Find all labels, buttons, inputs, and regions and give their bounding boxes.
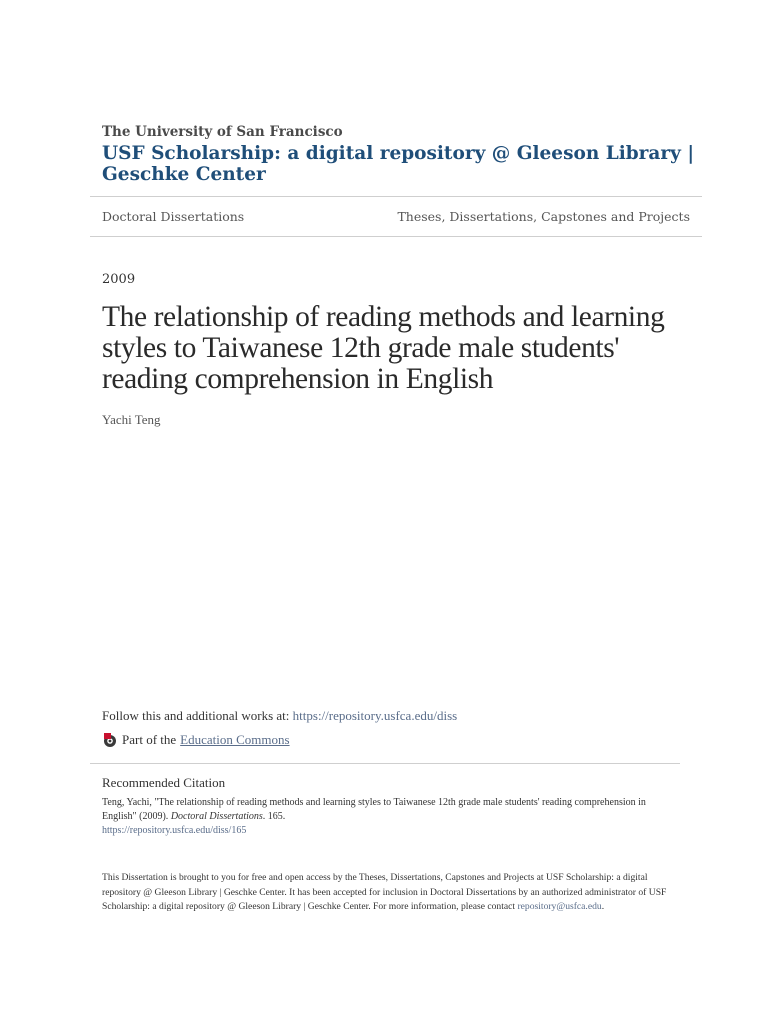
document-title: The relationship of reading methods and learning styles to Taiwanese 12th grade male students' reading comprehension in English <box>102 301 665 395</box>
parent-collection-link[interactable]: Theses, Dissertations, Capstones and Projects <box>397 209 690 224</box>
repository-name[interactable]: USF Scholarship: a digital repository @ Gleeson Library | Geschke Center <box>102 143 695 185</box>
citation-text <box>102 796 682 838</box>
footer-end: . <box>601 901 605 912</box>
divider-nav <box>90 236 702 237</box>
citation-series: Doctoral Dissertations <box>170 811 263 822</box>
citation-body: Teng, Yachi, "The relationship of reading methods and learning styles to Taiwanese 12th grade male students' reading comprehension in English" (2009). <box>102 797 646 822</box>
follow-line <box>102 708 457 724</box>
citation-url-link[interactable]: https://repository.usfca.edu/diss/165 <box>102 825 247 836</box>
education-commons-link[interactable]: Education Commons <box>180 732 290 747</box>
divider-top <box>90 196 702 197</box>
publication-year: 2009 <box>102 272 136 287</box>
citation-number: . 165. <box>262 811 286 822</box>
citation-heading: Recommended Citation <box>102 775 226 790</box>
follow-label: Follow this and additional works at: <box>102 708 290 723</box>
collection-link[interactable]: Doctoral Dissertations <box>102 209 245 224</box>
institution-name: The University of San Francisco <box>102 124 343 140</box>
footer-text: This Dissertation is brought to you for free and open access by the Theses, Dissertations, Capstones and Projects at USF Scholarship: a digital repository @ Gleeson Library | Geschke Center. It has been accepted for inclusion in Doctoral Dissertations by an authorized administrator of USF Scholarship: a digital repository @ Gleeson Library | Geschke Center. For more information, please contact <box>102 872 667 912</box>
author-name: Yachi Teng <box>102 412 161 427</box>
part-of-line <box>102 732 290 748</box>
divider-citation <box>90 763 680 764</box>
follow-url-link[interactable]: https://repository.usfca.edu/diss <box>292 708 458 723</box>
footer-notice <box>102 871 672 915</box>
contact-email-link[interactable]: repository@usfca.edu <box>517 901 602 912</box>
part-of-label: Part of the <box>122 732 177 747</box>
network-commons-icon <box>102 732 118 748</box>
